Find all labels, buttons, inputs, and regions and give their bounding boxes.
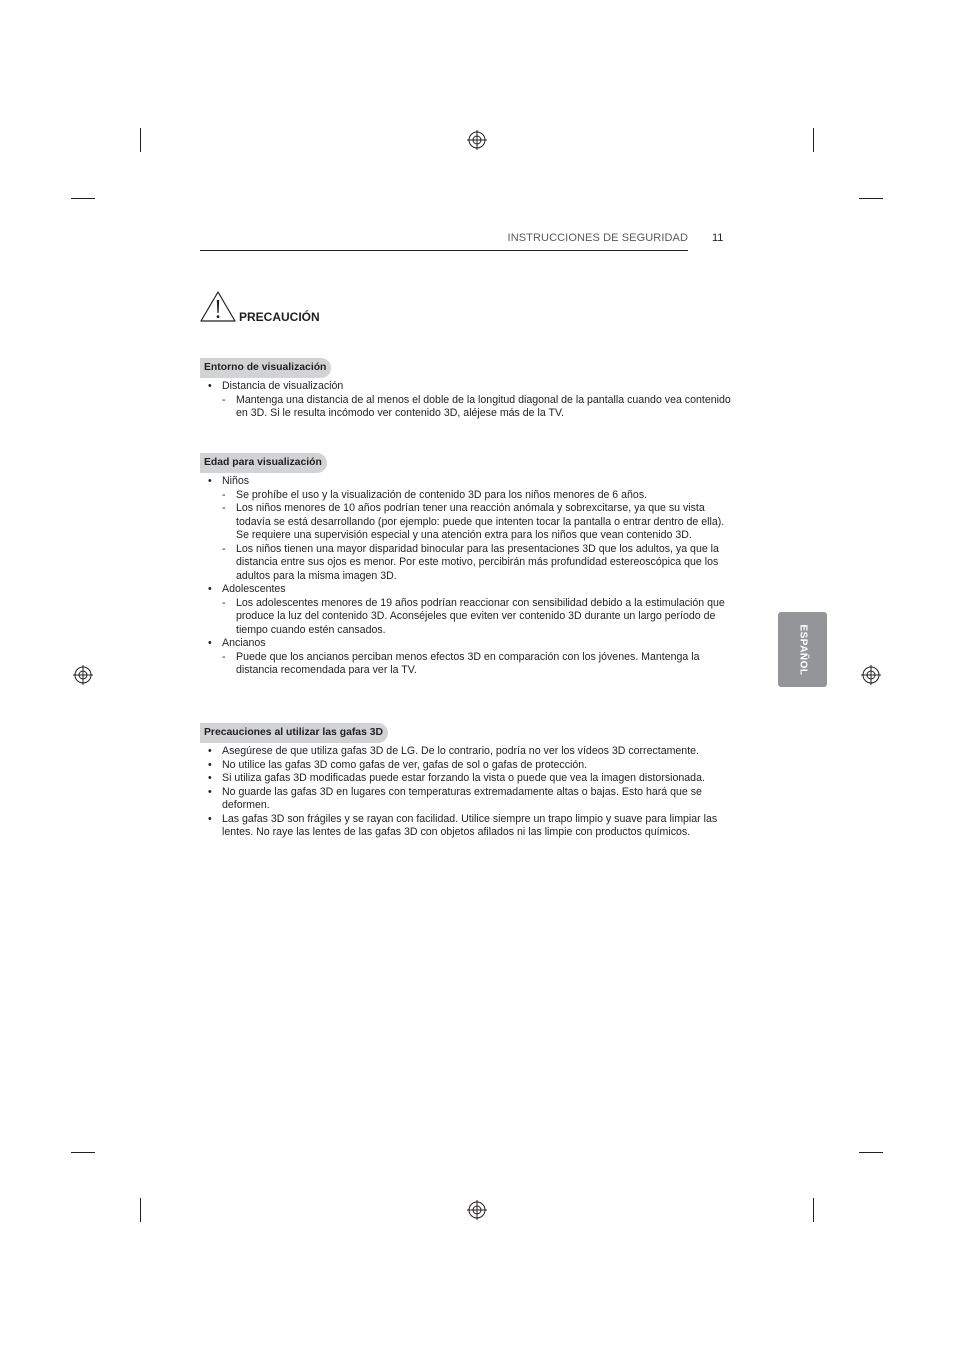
item-text: Distancia de visualización [222,380,344,392]
section-heading-viewing-age: Edad para visualización [200,453,327,473]
dash: - [222,542,226,555]
registration-mark-icon [467,130,487,150]
caution-label: PRECAUCIÓN [239,310,320,324]
list-item [208,475,738,489]
bullet: • [208,637,212,649]
item-text: Niños [222,475,250,487]
sub-item-text: Los niños tienen una mayor disparidad binocular para las presentaciones 3D que los adultos, ya que la distancia entre sus ojos es menor. Por este motivo, percibirán más profundidad estereoscópica que los adultos para la misma imagen 3D. [236,542,719,582]
item-text: Las gafas 3D son frágiles y se rayan con facilidad. Utilice siempre un trapo limpio y suave para limpiar las lentes. No raye las lentes de las gafas 3D con objetos afilados ni las limpie con productos químicos. [222,812,718,838]
crop-mark [813,1198,814,1222]
dash: - [222,393,226,406]
sub-item [208,489,738,503]
section-body-viewing-age [208,475,738,678]
list-item [208,380,738,394]
list-item [208,786,738,813]
list-item [208,759,738,773]
header-title: INSTRUCCIONES DE SEGURIDAD [507,232,688,244]
bullet: • [208,475,212,487]
language-tab [778,612,827,687]
section-body-viewing-environment [208,380,738,421]
crop-mark [140,1198,141,1222]
page-number: 11 [712,232,724,244]
language-tab-label: ESPAÑOL [797,623,808,676]
dash: - [222,596,226,609]
crop-mark [859,198,883,199]
item-text: Ancianos [222,637,266,649]
sub-item [208,651,738,678]
list-item [208,813,738,840]
sub-item [208,597,738,638]
section-heading-3d-glasses: Precauciones al utilizar las gafas 3D [200,723,388,743]
list-item [208,772,738,786]
crop-mark [71,1152,95,1153]
crop-mark [140,128,141,152]
item-text: No guarde las gafas 3D en lugares con temperaturas extremadamente altas o bajas. Esto hará que se deformen. [222,785,702,811]
item-text: Si utiliza gafas 3D modificadas puede estar forzando la vista o puede que vea la imagen distorsionada. [222,772,705,784]
sub-item [208,394,738,421]
item-text: Asegúrese de que utiliza gafas 3D de LG. De lo contrario, podría no ver los vídeos 3D correctamente. [222,745,699,757]
dash: - [222,502,226,514]
header-rule [200,250,688,251]
crop-mark [71,198,95,199]
dash: - [222,650,226,663]
dash: - [222,488,226,501]
warning-triangle-icon [199,290,237,323]
sub-item-text: Puede que los ancianos perciban menos efectos 3D en comparación con los jóvenes. Mantenga la distancia recomendada para ver la TV. [236,650,700,676]
sub-item-text: Mantenga una distancia de al menos el doble de la longitud diagonal de la pantalla cuando vea contenido en 3D. Si le resulta incómodo ver contenido 3D, aléjese más de la TV. [236,393,731,419]
item-text: Adolescentes [222,583,286,595]
section-body-3d-glasses [208,745,738,840]
list-item [208,583,738,597]
registration-mark-icon [73,665,93,685]
crop-mark [813,128,814,152]
bullet: • [208,758,212,771]
bullet: • [208,772,212,784]
bullet: • [208,812,212,825]
bullet: • [208,380,212,392]
list-item [208,637,738,651]
sub-item-text: Los niños menores de 10 años podrían tener una reacción anómala y sobrexcitarse, ya que su vista todavía se está desarrollando (por ejemplo: puede que intenten tocar la pantalla o entrar dentro de ella). Se requiere una supervisión especial y una atención extra para los niños que vean contenido 3D. [236,502,725,541]
registration-mark-icon [861,665,881,685]
item-text: No utilice las gafas 3D como gafas de ver, gafas de sol o gafas de protección. [222,758,588,771]
bullet: • [208,745,212,757]
crop-mark [859,1152,883,1153]
sub-item [208,543,738,584]
sub-item-text: Los adolescentes menores de 19 años podrían reaccionar con sensibilidad debido a la estimulación que produce la luz del contenido 3D. Aconséjeles que eviten ver contenido 3D durante un largo período de tiempo cuando estén cansados. [236,596,725,636]
section-heading-viewing-environment: Entorno de visualización [200,358,331,378]
list-item [208,745,738,759]
bullet: • [208,583,212,595]
sub-item [208,502,738,543]
registration-mark-icon [467,1200,487,1220]
sub-item-text: Se prohíbe el uso y la visualización de contenido 3D para los niños menores de 6 años. [236,488,648,501]
bullet: • [208,785,212,798]
